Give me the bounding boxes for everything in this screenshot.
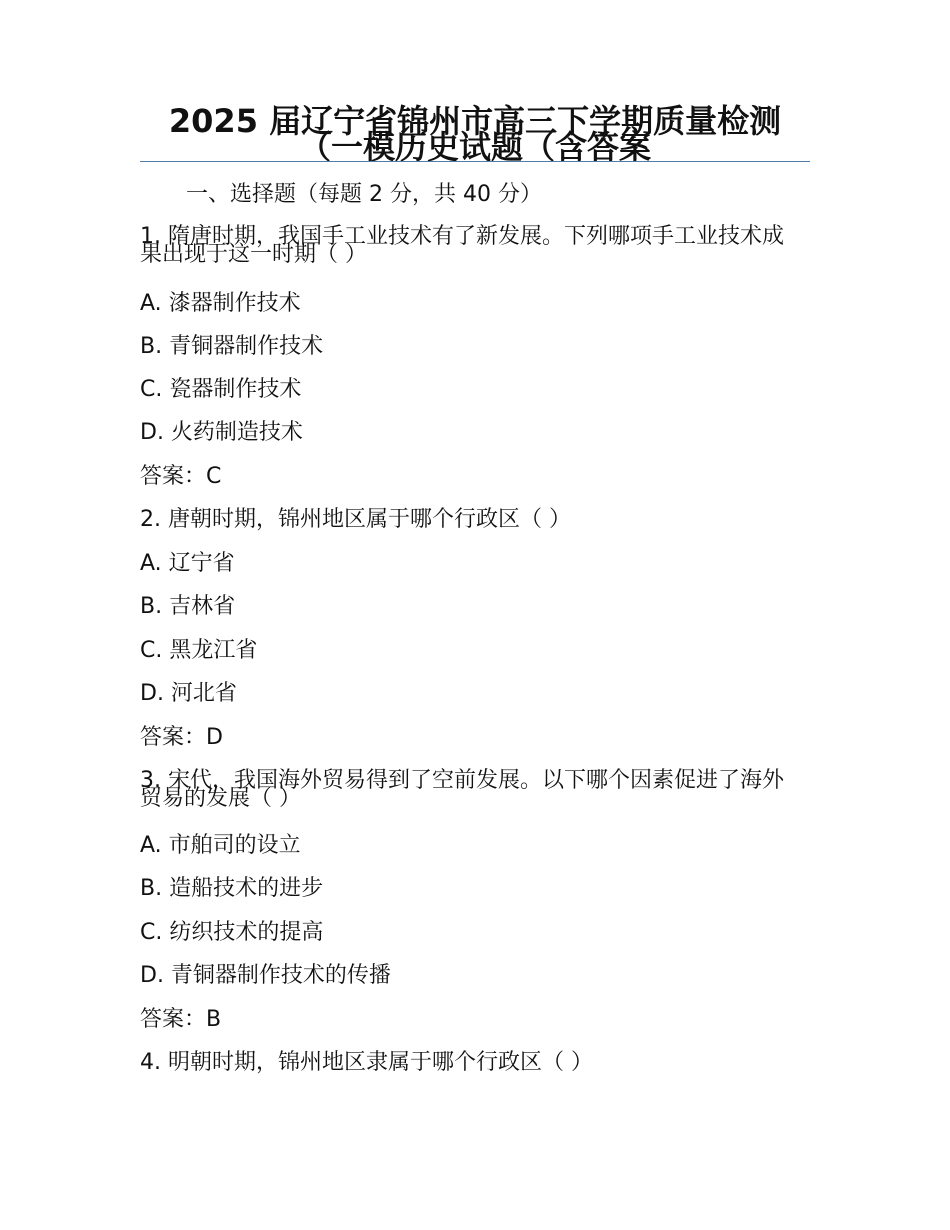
question-3-option-a: A. 市舶司的设立 <box>140 833 301 858</box>
question-3-answer: 答案：B <box>140 1007 222 1032</box>
question-3-option-c: C. 纺织技术的提高 <box>140 920 324 945</box>
question-1-stem: 1. 隋唐时期，我国手工业技术有了新发展。下列哪项手工业技术成果出现于这一时期（ ） <box>140 224 784 267</box>
question-1-option-c: C. 瓷器制作技术 <box>140 377 302 402</box>
question-3-option-d: D. 青铜器制作技术的传播 <box>140 963 391 988</box>
question-2-option-b: B. 吉林省 <box>140 594 236 619</box>
question-2-stem: 2. 唐朝时期，锦州地区属于哪个行政区（ ） <box>140 507 571 532</box>
question-3-option-b: B. 造船技术的进步 <box>140 876 324 901</box>
question-1-answer: 答案：C <box>140 464 222 489</box>
question-2-option-c: C. 黑龙江省 <box>140 638 258 663</box>
section-heading: 一、选择题（每题 2 分，共 40 分） <box>186 182 542 207</box>
title-underline <box>140 161 810 162</box>
question-1-option-a: A. 漆器制作技术 <box>140 291 301 316</box>
question-2-option-a: A. 辽宁省 <box>140 551 235 576</box>
question-2-answer: 答案：D <box>140 725 223 750</box>
question-4-stem: 4. 明朝时期，锦州地区隶属于哪个行政区（ ） <box>140 1050 593 1075</box>
question-1-option-b: B. 青铜器制作技术 <box>140 334 324 359</box>
question-3-stem: 3. 宋代，我国海外贸易得到了空前发展。以下哪个因素促进了海外贸易的发展（ ） <box>140 768 784 811</box>
document-title: 2025 届辽宁省锦州市高三下学期质量检测（一模历史试题（含答案 <box>168 102 782 166</box>
question-2-option-d: D. 河北省 <box>140 681 237 706</box>
question-1-option-d: D. 火药制造技术 <box>140 420 303 445</box>
